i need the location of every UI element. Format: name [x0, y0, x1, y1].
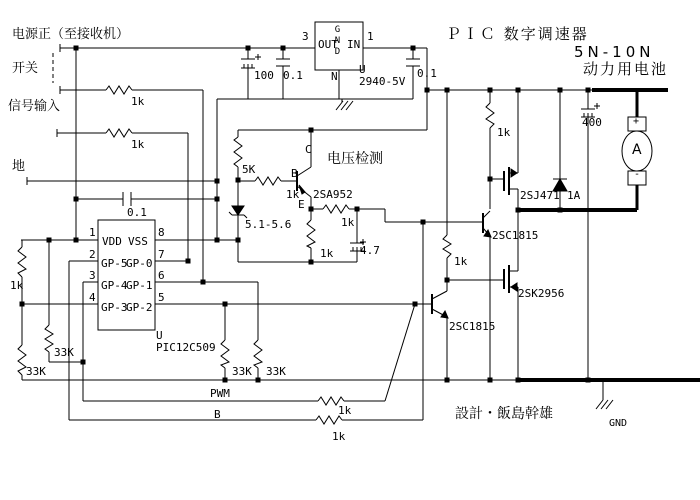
r-emitter-value: 1k: [320, 247, 334, 260]
regulator-in-label: IN: [347, 38, 361, 51]
c-100-value: 100: [254, 69, 274, 82]
q1-collector: C: [305, 143, 312, 156]
chip-gp0: GP-0: [126, 257, 153, 270]
chip-gp2: GP-2: [126, 301, 153, 314]
label-pwm-line: PWM: [210, 387, 230, 400]
diode-value: 1A: [567, 189, 581, 202]
c-47-value: 4.7: [360, 244, 380, 257]
r-signal-value: 1k: [131, 138, 145, 151]
r-base-value: 1k: [286, 188, 300, 201]
q2-part: 2SJ471: [520, 189, 560, 202]
label-gnd: GND: [609, 418, 628, 429]
chip-pin3: 3: [89, 269, 96, 282]
c-chip-value: 0.1: [127, 206, 147, 219]
regulator-ref: U: [359, 63, 366, 76]
q5-part: 2SC1815: [449, 320, 496, 333]
label-voltage-detect: 电压检测: [327, 151, 383, 167]
chip-gp5: GP-5: [101, 257, 128, 270]
r-gp1-33k-value: 33K: [266, 365, 286, 378]
r-mid-33k-value: 33K: [54, 346, 74, 359]
chip-pin1: 1: [89, 226, 96, 239]
chip-vdd: VDD: [102, 235, 122, 248]
label-signal-input: 信号输入: [8, 99, 61, 114]
chip-ref: U: [156, 329, 163, 342]
chip-pin5: 5: [158, 291, 165, 304]
c-in-value: 0.1: [417, 67, 437, 80]
q1-emitter: E: [298, 198, 305, 211]
r-pwm-value: 1k: [338, 404, 352, 417]
label-b-line: B: [214, 408, 221, 421]
zener-value: 5.1-5.6: [245, 218, 292, 231]
label-ground-input: 地: [12, 159, 26, 174]
label-power-positive: 电源正（至接收机）: [12, 27, 130, 42]
chip-pin4: 4: [89, 291, 96, 304]
chip-gp3: GP-3: [101, 301, 128, 314]
q1-part: 2SA952: [313, 188, 353, 201]
motor-minus: -: [634, 169, 641, 180]
chip-pin7: 7: [158, 248, 165, 261]
regulator-pin2: N: [331, 70, 338, 83]
r-switch-value: 1k: [131, 95, 145, 108]
chip-pin6: 6: [158, 269, 165, 282]
chip-part: PIC12C509: [156, 341, 216, 354]
chip-pin8: 8: [158, 226, 165, 239]
chip-gp4: GP-4: [101, 279, 128, 292]
c-out1-value: 0.1: [283, 69, 303, 82]
c-400-value: 400: [582, 116, 602, 129]
motor-letter: A: [632, 142, 642, 158]
r-5k-value: 5K: [242, 163, 256, 176]
q3-part: 2SC1815: [492, 229, 539, 242]
regulator-pin1: 1: [367, 30, 374, 43]
title-pic-esc: ＰＩＣ 数字调速器: [446, 25, 589, 43]
regulator-out-label: OUT: [318, 38, 338, 51]
q4-part: 2SK2956: [518, 287, 565, 300]
r-gate1-value: 1k: [497, 126, 511, 139]
r-b-value: 1k: [332, 430, 346, 443]
r-left-1k-value: 1k: [10, 279, 24, 292]
battery-model: 5N-10N: [574, 43, 655, 61]
motor-plus: +: [633, 116, 640, 127]
chip-gp1: GP-1: [126, 279, 153, 292]
battery-name: 动力用电池: [583, 60, 669, 78]
r-left-33k-value: 33K: [26, 365, 46, 378]
q1-base: B: [291, 167, 298, 180]
regulator-gnd-label: GND: [332, 25, 343, 58]
chip-vss: VSS: [128, 235, 148, 248]
r-gate2-value: 1k: [454, 255, 468, 268]
chip-pin2: 2: [89, 248, 96, 261]
r-gp2-33k-value: 33K: [232, 365, 252, 378]
label-designer: 設計・飯島幹雄: [455, 406, 553, 422]
label-switch: 开关: [12, 61, 39, 76]
regulator-pin3: 3: [302, 30, 309, 43]
regulator-part: 2940-5V: [359, 75, 406, 88]
r-output-value: 1k: [341, 216, 355, 229]
